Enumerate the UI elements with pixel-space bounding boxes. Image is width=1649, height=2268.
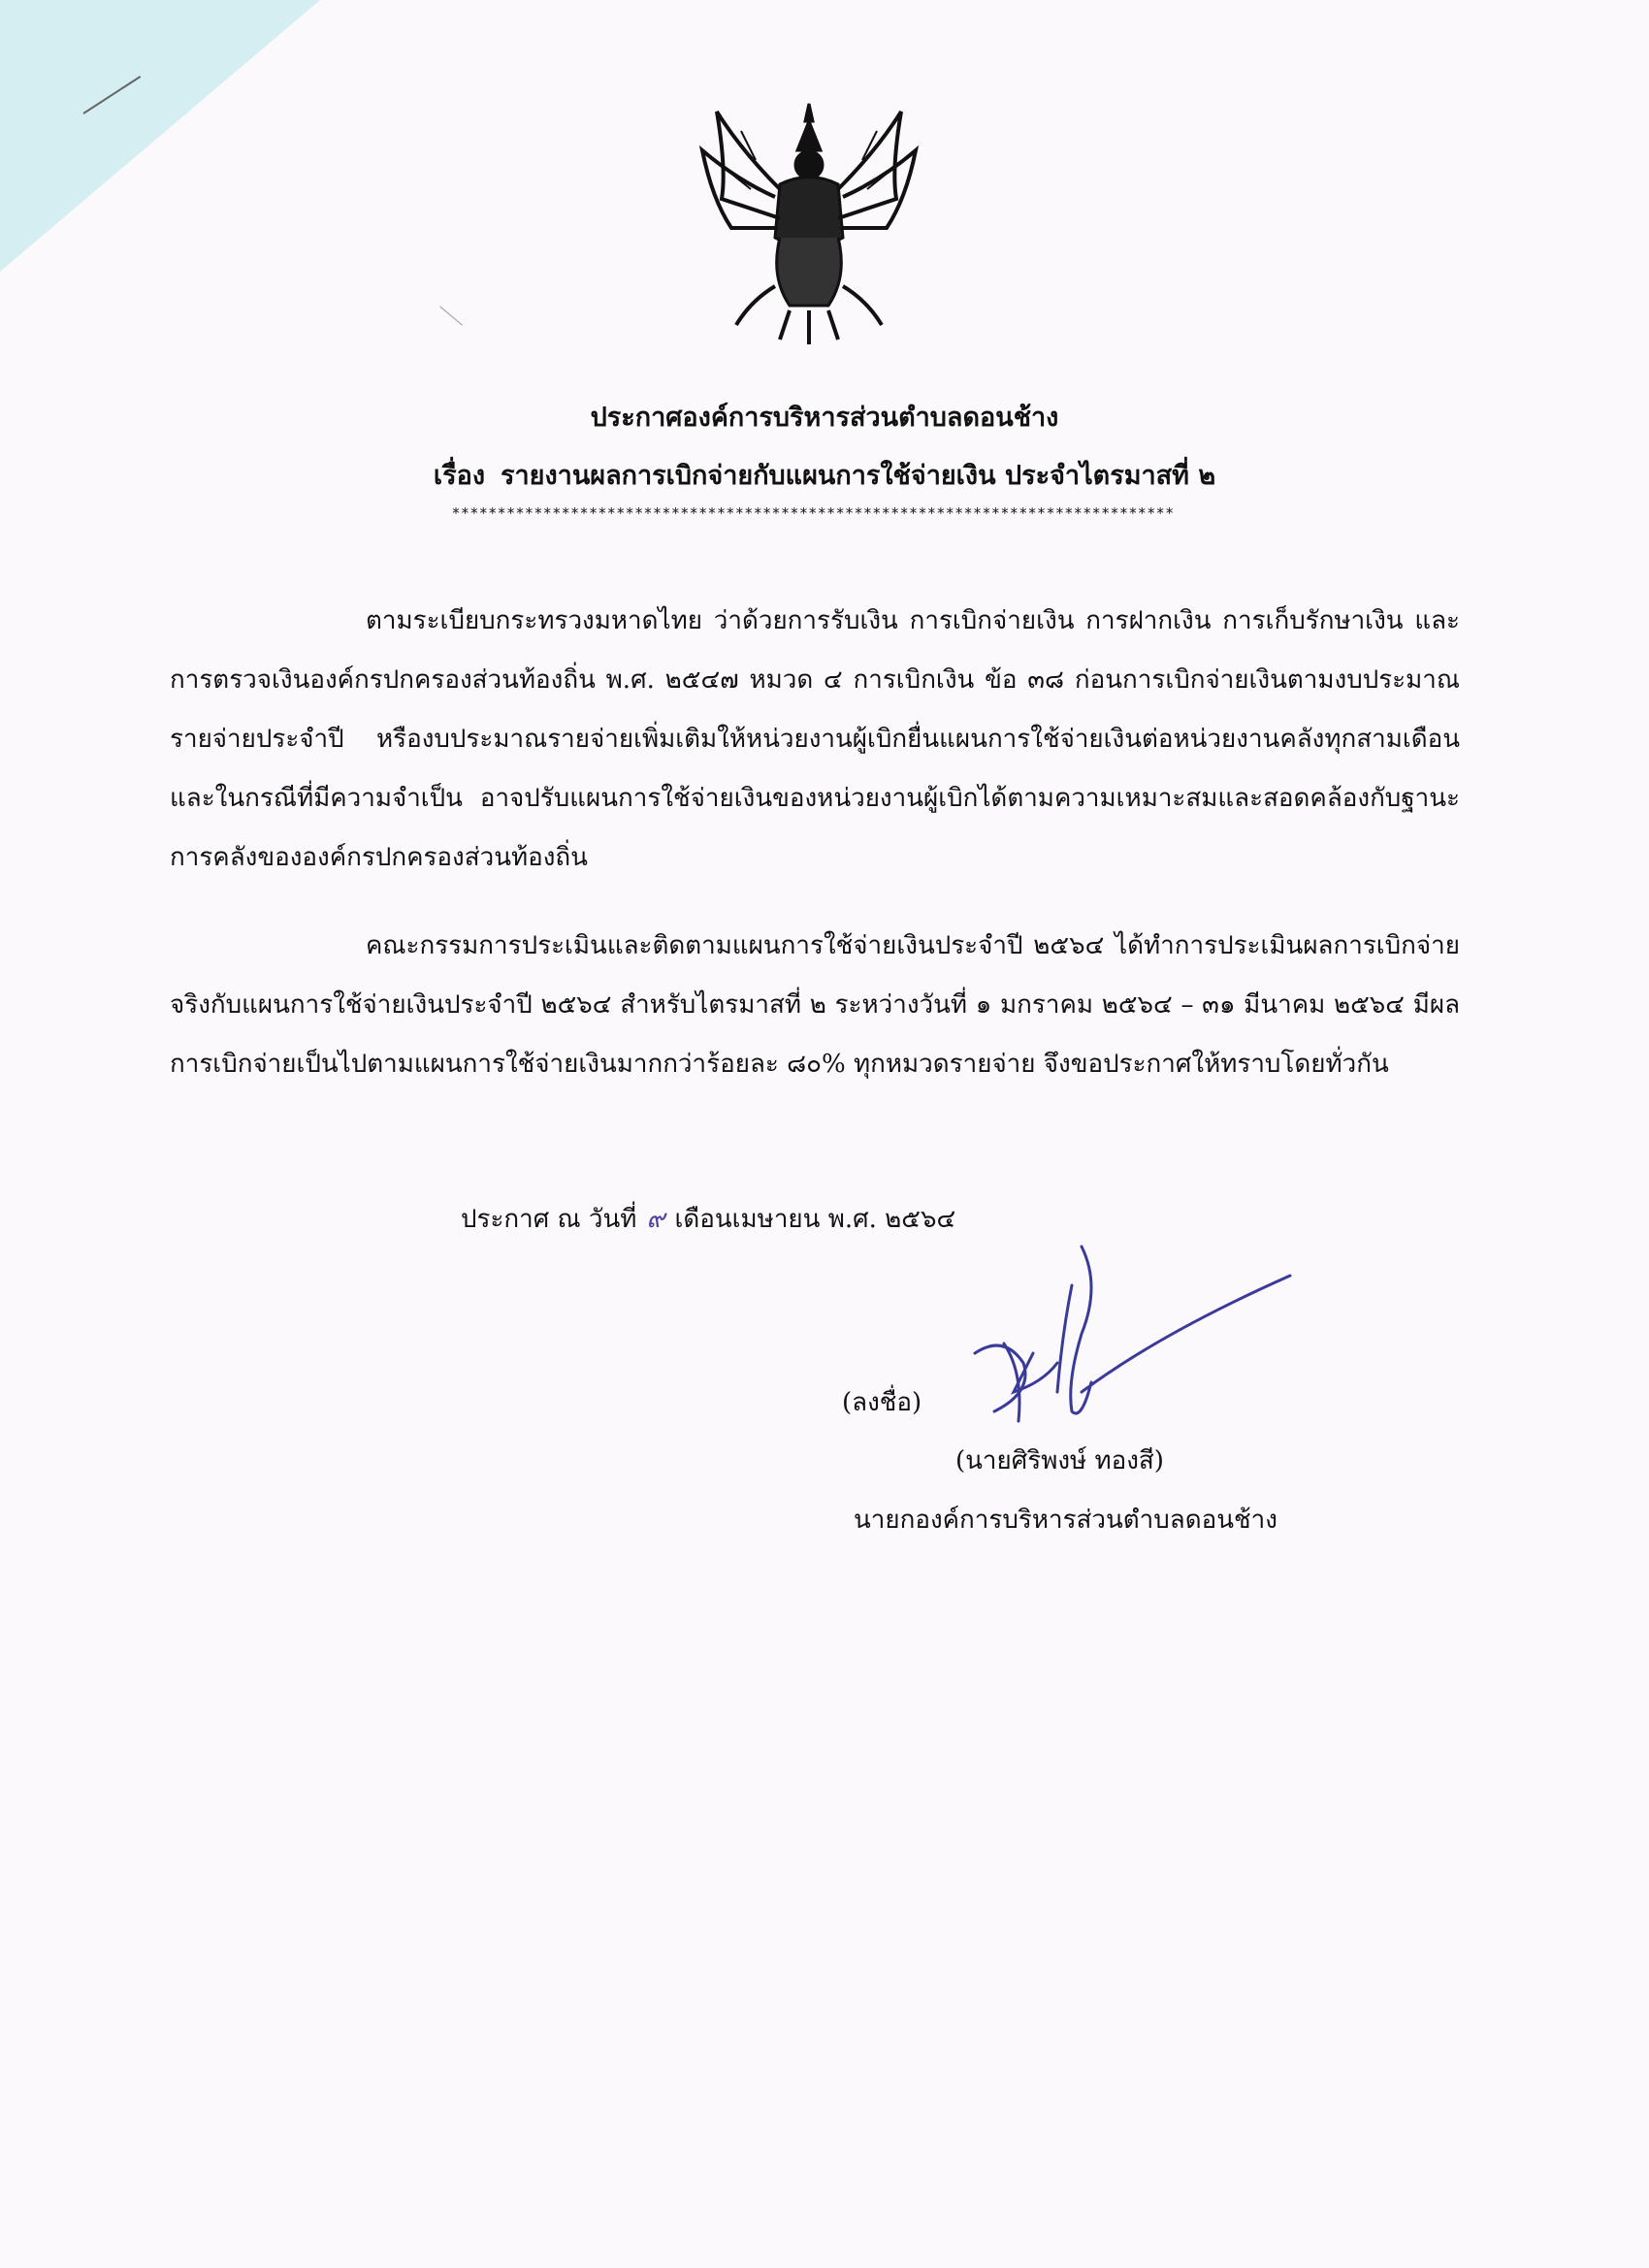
garuda-emblem-icon (683, 92, 935, 354)
signer-name: (นายศิริพงษ์ ทองสี) (955, 1446, 1164, 1475)
announcement-title: ประกาศองค์การบริหารส่วนตำบลดอนช้าง (590, 403, 1059, 433)
separator-line: ******************************************************************************* (451, 504, 1175, 522)
signer-title: นายกองค์การบริหารส่วนตำบลดอนช้าง (854, 1506, 1277, 1535)
paragraph-evaluation: คณะกรรมการประเมินและติดตามแผนการใช้จ่ายเงินประจำปี ๒๕๖๔ ได้ทำการประเมินผลการเบิกจ่ายจริงกับแผนการใช้จ่ายเงินประจำปี ๒๕๖๔ สำหรับไตรมาสที่ ๒ ระหว่างวันที่ ๑ มกราคม ๒๕๖๔ – ๓๑ มีนาคม ๒๕๖๔ มีผลการเบิกจ่ายเป็นไปตามแผนการใช้จ่ายเงินมากกว่าร้อยละ ๘๐% ทุกหมวดรายจ่าย จึงขอประกาศให้ทราบโดยทั่วกัน (170, 931, 1460, 1079)
sign-label: (ลงชื่อ) (842, 1388, 922, 1417)
announcement-subject (0, 454, 1649, 496)
announce-suffix: เดือนเมษายน พ.ศ. ๒๕๖๔ (674, 1205, 956, 1234)
stray-mark (439, 306, 463, 325)
announce-day-handwritten: ๙ (646, 1205, 665, 1234)
scan-corner-tint (0, 0, 320, 272)
signature-icon (965, 1227, 1295, 1460)
subject-label: เรื่อง (433, 461, 486, 491)
announce-date-line (461, 1199, 955, 1239)
paragraph-regulation: ตามระเบียบกระทรวงมหาดไทย ว่าด้วยการรับเงิน การเบิกจ่ายเงิน การฝากเงิน การเก็บรักษาเงิน และการตรวจเงินองค์กรปกครองส่วนท้องถิ่น พ.ศ. ๒๕๔๗ หมวด ๔ การเบิกเงิน ข้อ ๓๘ ก่อนการเบิกจ่ายเงินตามงบประมาณรายจ่ายประจำปี หรืองบประมาณรายจ่ายเพิ่มเติมให้หน่วยงานผู้เบิกยื่นแผนการใช้จ่ายเงินต่อหน่วยงานคลังทุกสามเดือน และในกรณีที่มีความจำเป็น อาจปรับแผนการใช้จ่ายเงินของหน่วยงานผู้เบิกได้ตามความเหมาะสมและสอดคล้องกับฐานะการคลังขององค์กรปกครองส่วนท้องถิ่น (170, 606, 1460, 872)
announce-prefix: ประกาศ ณ วันที่ (461, 1205, 637, 1234)
subject-text: รายงานผลการเบิกจ่ายกับแผนการใช้จ่ายเงิน ประจำไตรมาสที่ ๒ (501, 461, 1216, 491)
